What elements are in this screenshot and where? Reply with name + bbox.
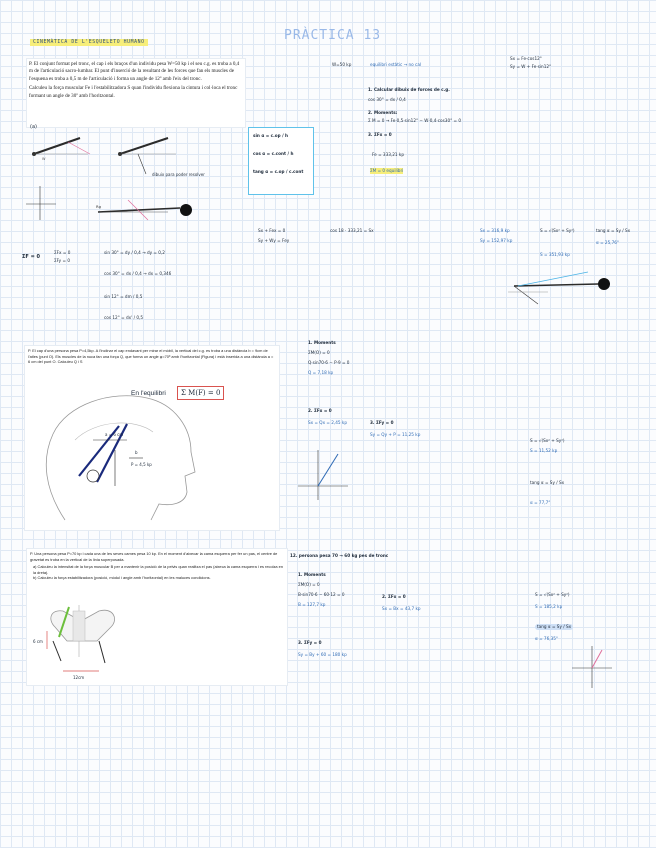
formula-box: [248, 127, 314, 195]
problem1-question: Calculeu la força muscular Fe i l'estabilitzadora S quan l'individu flexiona la cintura i col·loca el tronc formant un angle de 30º amb l'horitzontal.: [29, 85, 238, 99]
sum-fy: ΣFy = 0: [54, 258, 70, 263]
problem1-card: [26, 58, 246, 128]
head-label-b: b: [135, 450, 138, 455]
p3-header: 12. persona pesa 70 → 60 kg pes de tronc: [290, 553, 389, 558]
p3-step: Sx = Bx = 43,7 kp: [382, 606, 421, 611]
p3-result: S = √(Sx² + Sy²): [535, 592, 570, 597]
p1-mid-line: cos 30° = dx / 0,4 → dx = 0,346: [104, 271, 172, 276]
problem3-part-a: a) Calculeu la intensitat de la força muscular B per a mantenir la posició de la pelvis quan realitza el pas (aixeca la cama esquerra i es recolza en la dreta).: [33, 564, 283, 575]
p2-step: Sx = Qx = 2,45 kp: [308, 420, 347, 425]
p1-mid-line: cos 12° = dx' / 0,5: [104, 315, 143, 320]
head-label-a: a = 6 cm: [105, 432, 124, 437]
sum-f: ΣF = 0: [22, 254, 40, 260]
sum-fx: ΣFx = 0: [54, 250, 71, 255]
p3-step: 3. ΣFy = 0: [298, 640, 322, 645]
p1-w-label: W=50 kp: [332, 62, 352, 67]
p1-eq: Sy + Wy = Fey: [258, 238, 290, 243]
p1-step: Σ M = 0 → Fe·0,5·sin12° − W·0,4·cos30° = 0: [368, 118, 462, 123]
p1-step: Fe = 333,21 kp: [372, 152, 404, 157]
formula-cos: cos α = c.cont / h: [253, 151, 294, 156]
page-title: PRÀCTICA 13: [284, 28, 382, 43]
svg-text:Rg: Rg: [96, 204, 102, 209]
svg-text:(a): (a): [30, 124, 37, 130]
p1-result: S = 351,93 kp: [540, 252, 570, 257]
pelvis-label-h: 6 cm: [33, 639, 43, 644]
p1-step: ΣM = 0 equilibri: [370, 168, 404, 173]
p1-step: 2. Moments:: [368, 110, 398, 115]
p2-step: ΣM(O) = 0: [308, 350, 330, 355]
p2-axes: [298, 450, 358, 502]
svg-text:W: W: [42, 157, 46, 161]
p1-eq: Sy = 152,97 kp: [480, 238, 513, 243]
subtitle-highlight: CINEMÀTICA DE L'ESQUELETO HUMANO: [30, 39, 148, 46]
p1-step: 3. ΣFx = 0: [368, 132, 392, 137]
p1-mid-line: sin 30° = dy / 0,4 → dy = 0,2: [104, 250, 165, 255]
pelvis-figure: [33, 597, 143, 683]
p3-step: Sy = By + 60 = 180 kp: [298, 652, 347, 657]
problem2-card: [24, 345, 280, 531]
p2-result: S = 11,52 kp: [530, 448, 558, 453]
formula-sin: sin α = c.op / h: [253, 133, 289, 138]
problem1-statement: P. El conjunt format pel tronc, el cap i els braços d'un individu pesa W=50 kp i el seu c.g. es troba a 0,4 m de l'articulació sacro-lumbar. El punt d'inserció de la resultant de les forces que fan els muscles de l'esquena es troba a 0,5 m de l'articulació i forma un angle de 12º amb l'eix del tronc.: [29, 61, 240, 82]
problem1-dibuix-label: dibuix para poder resolver: [152, 172, 205, 177]
p1-mid-line: sin 12° = dm / 0,5: [104, 294, 143, 299]
problem1-sketch: [28, 124, 248, 224]
p1-result: α = 25,76°: [596, 240, 620, 245]
p2-step: 3. ΣFy = 0: [370, 420, 394, 425]
p2-step: 2. ΣFx = 0: [308, 408, 332, 413]
problem3-part-b: b) Calculeu la força estabilitzadora (posició, mòdul i angle amb l'horitzontal) en les maluces condicions.: [33, 575, 211, 581]
problem3-statement: P. Una persona pesa P=70 kp i cada una de les seves cames pesa 10 kp. En el moment d'aixecar la cama esquerra per fer un pas, el centre de gravetat es troba en la vertical de la línia superposada.: [30, 551, 278, 562]
p1-step: cos 30° = dx / 0,4: [368, 97, 406, 102]
p3-result: α = 76,35°: [535, 636, 559, 641]
p1-eq: Sx + Fex = 0: [258, 228, 286, 233]
p3-axes: [572, 644, 612, 690]
problem3-card: [26, 548, 288, 686]
p2-result: tang α = Sy / Sx: [530, 480, 565, 485]
p2-step: Sy = Qy + P = 11,25 kp: [370, 432, 421, 437]
p2-result: S = √(Sx² + Sy²): [530, 438, 565, 443]
p1-step: Sx = Fe·cos12°: [510, 56, 542, 61]
p1-eq: cos 18 · 333,21 = Sx: [330, 228, 374, 233]
p3-step: B·sin70·6 − 60·12 = 0: [298, 592, 345, 597]
p1-step: 1. Calcular dibuix de forces de c.g.: [368, 87, 450, 92]
pelvis-label-w: 12cm: [73, 675, 85, 680]
head-figure: [35, 380, 275, 526]
p2-step: Q·sin70·6 − P·9 = 0: [308, 360, 350, 365]
p1-eq: Sx = 316,9 kp: [480, 228, 510, 233]
p3-result: tang α = Sy / Sx: [537, 624, 572, 629]
p1-step: Sy = W + Fe·sin12°: [510, 64, 552, 69]
p2-step: Q = 7,18 kp: [308, 370, 334, 375]
p3-step: ΣM(O) = 0: [298, 582, 320, 587]
p1-estab-note: equilibri estàtic → no cal: [370, 62, 422, 67]
p2-result: α = 77,7°: [530, 500, 551, 505]
p1-result-diagram: [508, 264, 618, 310]
p3-step: 2. ΣFx = 0: [382, 594, 406, 599]
equilibrium-equation: Σ M(F) = 0: [177, 386, 224, 400]
formula-tan: tang α = c.op / c.cont: [253, 169, 304, 174]
p3-step: B = 127,7 kp: [298, 602, 326, 607]
p1-result: tang α = Sy / Sx: [596, 228, 631, 233]
head-label-w: P = 4,5 kp: [131, 462, 152, 467]
p1-result: S = √(Sx² + Sy²): [540, 228, 575, 233]
equilibrium-label: En l'equilibri: [131, 390, 166, 397]
p3-step: 1. Moments: [298, 572, 326, 577]
p2-step: 1. Moments: [308, 340, 336, 345]
problem2-statement: P. El cap d'una persona pesa P=4,5kp. A l'inclinar el cap endavant per mirar el mòbil, la vertical del c.g. es troba a una distància b = 9cm de l'atles (punt O). Els muscles de la nuca fan una força Q, que forma un angle φ=70º amb l'horitzontal (Figura) i està inserida a una distància a = 6 cm del punt O. Calculeu Q i S: [28, 348, 274, 365]
p3-result: S = 185,2 kp: [535, 604, 563, 609]
